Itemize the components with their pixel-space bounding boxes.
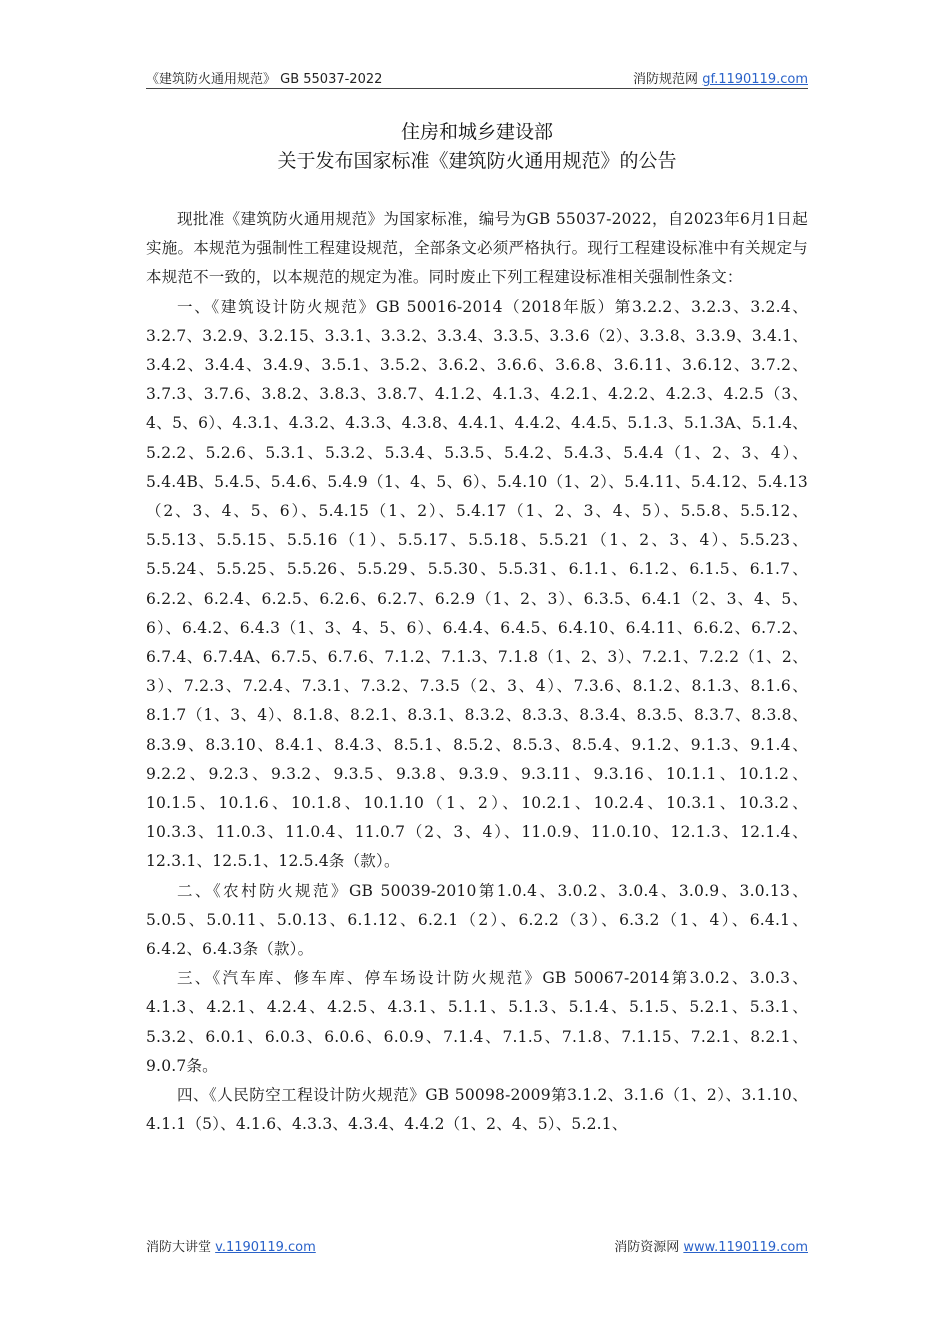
paragraph-item-2: 二、《农村防火规范》GB 50039-2010第1.0.4、3.0.2、3.0.4、3.0.9、3.0.13、5.0.5、5.0.11、5.0.13、6.1.12、6.2.1（2）、6.2.2（3）、6.3.2（1、4）、6.4.1、6.4.2、6.4.3条（款）。 xyxy=(146,881,808,959)
page-footer xyxy=(146,1236,808,1256)
footer-left-link[interactable]: v.1190119.com xyxy=(215,1240,316,1255)
header-standard-title: 《建筑防火通用规范》 GB 55037-2022 xyxy=(146,72,383,87)
header-site-link[interactable]: gf.1190119.com xyxy=(702,72,808,87)
footer-left xyxy=(146,1236,316,1255)
paragraph-intro: 现批准《建筑防火通用规范》为国家标准，编号为GB 55037-2022，自2023年6月1日起实施。本规范为强制性工程建设规范，全部条文必须严格执行。现行工程建设标准中有关规定与本规范不一致的，以本规范的规定为准。同时废止下列工程建设标准相关强制性条文： xyxy=(146,210,808,287)
notice-body xyxy=(146,205,808,1140)
header-site xyxy=(633,68,808,87)
footer-right-link[interactable]: www.1190119.com xyxy=(683,1240,808,1255)
page-header xyxy=(146,68,808,88)
header-divider xyxy=(146,88,808,89)
paragraph-item-3: 三、《汽车库、修车库、停车场设计防火规范》GB 50067-2014第3.0.2、3.0.3、4.1.3、4.2.1、4.2.4、4.2.5、4.3.1、5.1.1、5.1.3、5.1.4、5.1.5、5.2.1、5.3.1、5.3.2、6.0.1、6.0.3、6.0.6、6.0.9、7.1.4、7.1.5、7.1.8、7.1.15、7.2.1、8.2.1、9.0.7条。 xyxy=(146,969,808,1075)
footer-right-label: 消防资源网 xyxy=(614,1240,680,1255)
header-site-label: 消防规范网 xyxy=(633,72,699,87)
footer-left-label: 消防大讲堂 xyxy=(146,1240,212,1255)
paragraph-item-1: 一、《建筑设计防火规范》GB 50016-2014（2018年版）第3.2.2、3.2.3、3.2.4、3.2.7、3.2.9、3.2.15、3.3.1、3.3.2、3.3.4、3.3.5、3.3.6（2）、3.3.8、3.3.9、3.4.1、3.4.2、3.4.4、3.4.9、3.5.1、3.5.2、3.6.2、3.6.6、3.6.8、3.6.11、3.6.12、3.7.2、3.7.3、3.7.6、3.8.2、3.8.3、3.8.7、4.1.2、4.1.3、4.2.1、4.2.2、4.2.3、4.2.5（3、4、5、6）、4.3.1、4.3.2、4.3.3、4.3.8、4.4.1、4.4.2、4.4.5、5.1.3、5.1.3A、5.1.4、5.2.2、5.2.6、5.3.1、5.3.2、5.3.4、5.3.5、5.4.2、5.4.3、5.4.4（1、2、3、4）、5.4.4B、5.4.5、5.4.6、5.4.9（1、4、5、6）、5.4.10（1、2）、5.4.11、5.4.12、5.4.13（2、3、4、5、6）、5.4.15（1、2）、5.4.17（1、2、3、4、5）、5.5.8、5.5.12、5.5.13、5.5.15、5.5.16（1）、5.5.17、5.5.18、5.5.21（1、2、3、4）、5.5.23、5.5.24、5.5.25、5.5.26、5.5.29、5.5.30、5.5.31、6.1.1、6.1.2、6.1.5、6.1.7、6.2.2、6.2.4、6.2.5、6.2.6、6.2.7、6.2.9（1、2、3）、6.3.5、6.4.1（2、3、4、5、6）、6.4.2、6.4.3（1、3、4、5、6）、6.4.4、6.4.5、6.4.10、6.4.11、6.6.2、6.7.2、6.7.4、6.7.4A、6.7.5、6.7.6、7.1.2、7.1.3、7.1.8（1、2、3）、7.2.1、7.2.2（1、2、3）、7.2.3、7.2.4、7.3.1、7.3.2、7.3.5（2、3、4）、7.3.6、8.1.2、8.1.3、8.1.6、8.1.7（1、3、4）、8.1.8、8.2.1、8.3.1、8.3.2、8.3.3、8.3.4、8.3.5、8.3.7、8.3.8、8.3.9、8.3.10、8.4.1、8.4.3、8.5.1、8.5.2、8.5.3、8.5.4、9.1.2、9.1.3、9.1.4、9.2.2、9.2.3、9.3.2、9.3.5、9.3.8、9.3.9、9.3.11、9.3.16、10.1.1、10.1.2、10.1.5、10.1.6、10.1.8、10.1.10（1、2）、10.2.1、10.2.4、10.3.1、10.3.2、10.3.3、11.0.3、11.0.4、11.0.7（2、3、4）、11.0.9、11.0.10、12.1.3、12.1.4、12.3.1、12.5.1、12.5.4条（款）。 xyxy=(146,297,808,871)
paragraph-item-4: 四、《人民防空工程设计防火规范》GB 50098-2009第3.1.2、3.1.6（1、2）、3.1.10、4.1.1（5）、4.1.6、4.3.3、4.3.4、4.4.2（1、2、4、5）、5.2.1、 xyxy=(146,1086,808,1134)
notice-title: 关于发布国家标准《建筑防火通用规范》的公告 xyxy=(277,150,677,172)
notice-issuer: 住房和城乡建设部 xyxy=(400,121,553,143)
footer-right xyxy=(614,1236,808,1255)
